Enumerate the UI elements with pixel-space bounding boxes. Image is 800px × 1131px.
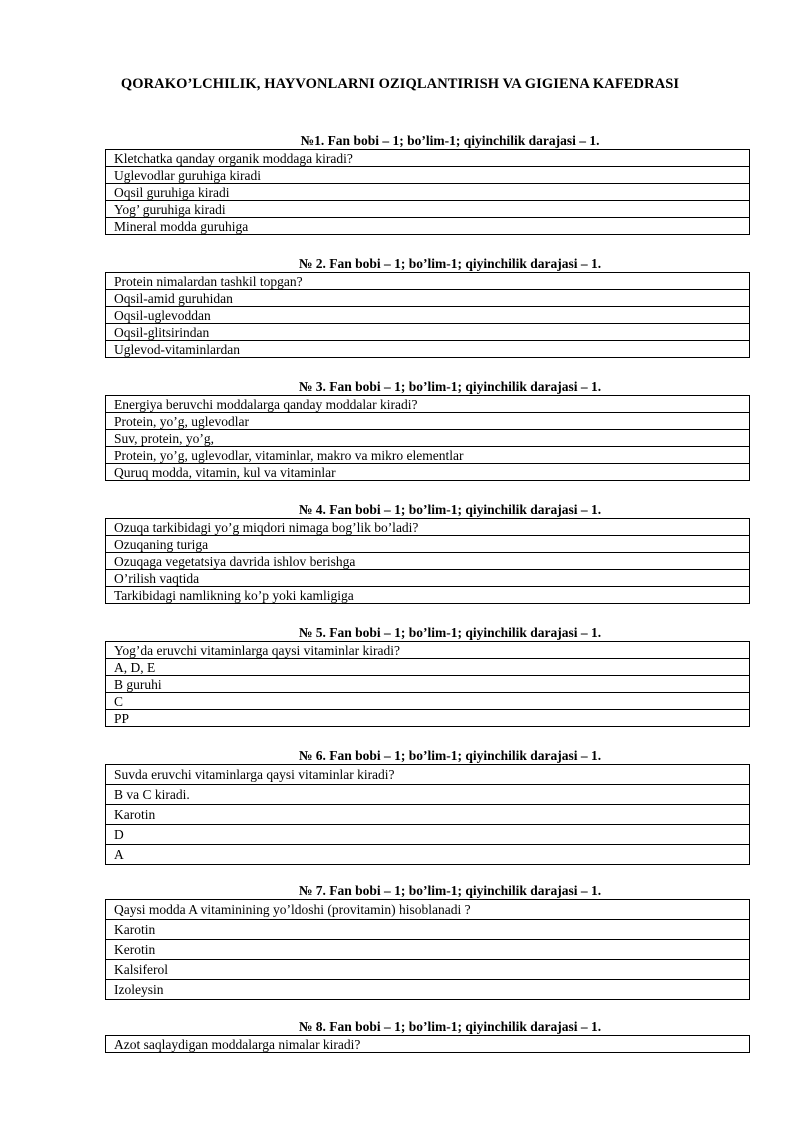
answer-option: Protein, yo’g, uglevodlar, vitaminlar, makro va mikro elementlar [106, 447, 750, 464]
answer-option: Protein, yo’g, uglevodlar [106, 413, 750, 430]
answer-option: Suv, protein, yo’g, [106, 430, 750, 447]
answer-option: Oqsil-amid guruhidan [106, 290, 750, 307]
question-table [105, 764, 750, 865]
answer-option: Mineral modda guruhiga [106, 218, 750, 235]
question-block-7 [105, 883, 750, 1000]
question-table [105, 518, 750, 604]
answer-option: Kalsiferol [106, 960, 750, 980]
question-text: Yog’da eruvchi vitaminlarga qaysi vitaminlar kiradi? [106, 642, 750, 659]
answer-option: Yog’ guruhiga kiradi [106, 201, 750, 218]
page-title: QORAKO’LCHILIK, HAYVONLARNI OZIQLANTIRISH VA GIGIENA KAFEDRASI [120, 76, 680, 92]
question-heading: № 3. Fan bobi – 1; bo’lim-1; qiyinchilik darajasi – 1. [298, 379, 602, 394]
question-text: Ozuqa tarkibidagi yo’g miqdori nimaga bog’lik bo’ladi? [106, 519, 750, 536]
question-heading: № 4. Fan bobi – 1; bo’lim-1; qiyinchilik darajasi – 1. [298, 502, 602, 517]
answer-option: Oqsil guruhiga kiradi [106, 184, 750, 201]
answer-option: Ozuqaning turiga [106, 536, 750, 553]
question-block-1 [105, 133, 750, 235]
answer-option: D [106, 825, 750, 845]
question-text: Qaysi modda A vitaminining yo’ldoshi (provitamin) hisoblanadi ? [106, 900, 750, 920]
question-block-3 [105, 379, 750, 481]
question-table [105, 149, 750, 235]
answer-option: Uglevodlar guruhiga kiradi [106, 167, 750, 184]
question-block-6 [105, 748, 750, 865]
answer-option: A [106, 845, 750, 865]
question-text: Energiya beruvchi moddalarga qanday moddalar kiradi? [106, 396, 750, 413]
question-text: Suvda eruvchi vitaminlarga qaysi vitaminlar kiradi? [106, 765, 750, 785]
question-table [105, 899, 750, 1000]
question-heading: №1. Fan bobi – 1; bo’lim-1; qiyinchilik darajasi – 1. [300, 133, 600, 148]
question-text: Protein nimalardan tashkil topgan? [106, 273, 750, 290]
answer-option: Kerotin [106, 940, 750, 960]
answer-option: B va C kiradi. [106, 785, 750, 805]
question-table [105, 395, 750, 481]
answer-option: B guruhi [106, 676, 750, 693]
answer-option: O’rilish vaqtida [106, 570, 750, 587]
answer-option: A, D, E [106, 659, 750, 676]
question-block-5 [105, 625, 750, 727]
question-block-2 [105, 256, 750, 358]
question-table [105, 641, 750, 727]
question-text: Azot saqlaydigan moddalarga nimalar kiradi? [106, 1036, 750, 1053]
question-heading: № 5. Fan bobi – 1; bo’lim-1; qiyinchilik darajasi – 1. [298, 625, 602, 640]
answer-option: Quruq modda, vitamin, kul va vitaminlar [106, 464, 750, 481]
answer-option: Karotin [106, 805, 750, 825]
answer-option: Izoleysin [106, 980, 750, 1000]
question-block-8 [105, 1019, 750, 1053]
question-heading: № 8. Fan bobi – 1; bo’lim-1; qiyinchilik darajasi – 1. [298, 1019, 602, 1034]
question-text: Kletchatka qanday organik moddaga kiradi? [106, 150, 750, 167]
answer-option: Tarkibidagi namlikning ko’p yoki kamligiga [106, 587, 750, 604]
answer-option: Karotin [106, 920, 750, 940]
question-heading: № 6. Fan bobi – 1; bo’lim-1; qiyinchilik darajasi – 1. [298, 748, 602, 763]
answer-option: Uglevod-vitaminlardan [106, 341, 750, 358]
question-table [105, 1035, 750, 1053]
answer-option: C [106, 693, 750, 710]
answer-option: Ozuqaga vegetatsiya davrida ishlov berishga [106, 553, 750, 570]
question-heading: № 7. Fan bobi – 1; bo’lim-1; qiyinchilik darajasi – 1. [298, 883, 602, 898]
answer-option: PP [106, 710, 750, 727]
answer-option: Oqsil-glitsirindan [106, 324, 750, 341]
question-heading: № 2. Fan bobi – 1; bo’lim-1; qiyinchilik darajasi – 1. [298, 256, 602, 271]
question-block-4 [105, 502, 750, 604]
answer-option: Oqsil-uglevoddan [106, 307, 750, 324]
question-table [105, 272, 750, 358]
